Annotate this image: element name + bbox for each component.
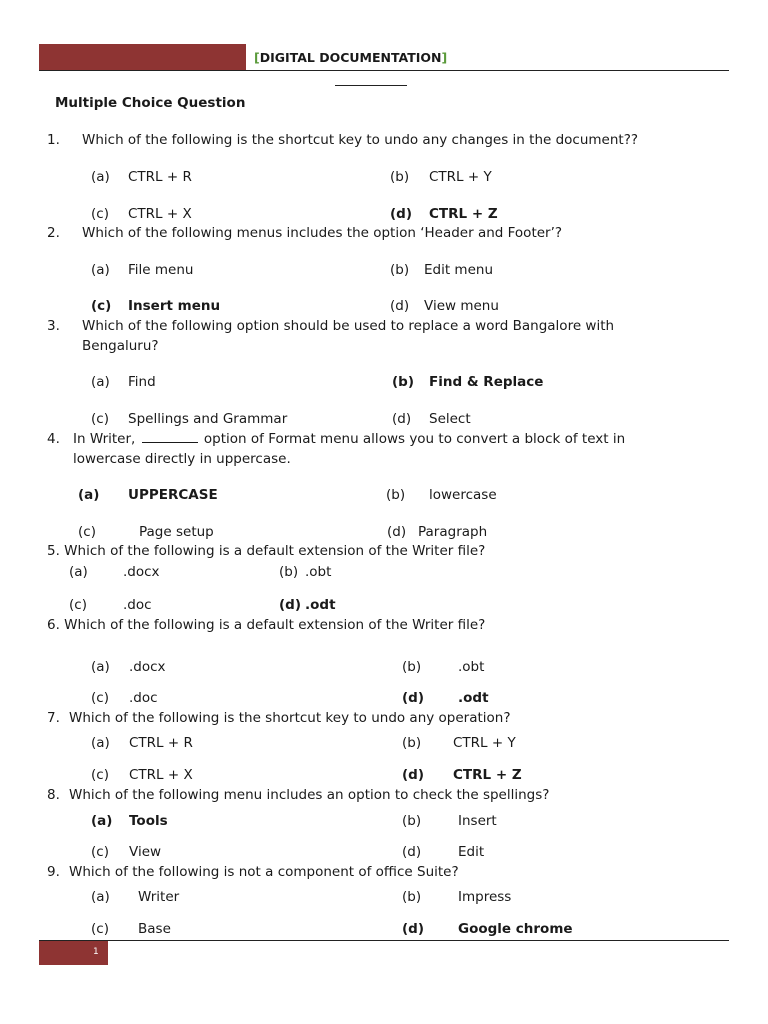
q4-number: 4.: [47, 431, 60, 447]
q2-b-option: Edit menu: [424, 262, 494, 278]
q5-b-label: (b): [279, 564, 299, 580]
q1-d-option-answer: CTRL + Z: [429, 206, 498, 222]
q4-c-label: (c): [78, 524, 96, 540]
q2-a-label: (a): [91, 262, 110, 278]
q4-a-label: (a): [78, 487, 100, 503]
q9-a-label: (a): [91, 889, 110, 905]
q8-a-label: (a): [91, 813, 113, 829]
q3-b-option-answer: Find & Replace: [429, 374, 544, 390]
q6-d-label: (d): [402, 690, 425, 706]
q3-text-line2: Bengaluru?: [82, 338, 159, 354]
q3-c-option: Spellings and Grammar: [128, 411, 288, 427]
q7-b-option: CTRL + Y: [453, 735, 516, 751]
q2-c-label: (c): [91, 298, 112, 314]
q9-text: Which of the following is not a component of office Suite?: [69, 864, 459, 880]
q8-c-option: View: [129, 844, 162, 860]
q5-b-option: .obt: [305, 564, 332, 580]
q3-a-label: (a): [91, 374, 110, 390]
q4-c-option: Page setup: [139, 524, 214, 540]
q9-c-option: Base: [138, 921, 171, 937]
q9-a-option: Writer: [138, 889, 180, 905]
header-underline: [335, 85, 407, 86]
q3-d-label: (d): [392, 411, 412, 427]
q3-number: 3.: [47, 318, 60, 334]
section-title: Multiple Choice Question: [55, 95, 246, 111]
q8-number: 8.: [47, 787, 60, 803]
q3-d-option: Select: [429, 411, 471, 427]
page-number: 1: [93, 947, 99, 957]
q2-text: Which of the following menus includes the option ‘Header and Footer’?: [82, 225, 563, 241]
q8-b-option: Insert: [458, 813, 497, 829]
q4-fill-blank: [142, 430, 198, 443]
q1-number: 1.: [47, 132, 60, 148]
q4-d-label: (d): [387, 524, 407, 540]
q1-text: Which of the following is the shortcut key to undo any changes in the document??: [82, 132, 639, 148]
q7-d-label: (d): [402, 767, 425, 783]
q9-number: 9.: [47, 864, 60, 880]
q1-c-label: (c): [91, 206, 109, 222]
q6-a-option: .docx: [129, 659, 166, 675]
q8-c-label: (c): [91, 844, 109, 860]
bracket-close: ]: [441, 50, 448, 65]
q1-b-label: (b): [390, 169, 410, 185]
q1-d-label: (d): [390, 206, 413, 222]
q2-d-option: View menu: [424, 298, 499, 314]
q8-text: Which of the following menu includes an option to check the spellings?: [69, 787, 550, 803]
q9-b-label: (b): [402, 889, 422, 905]
q2-c-option-answer: Insert menu: [128, 298, 221, 314]
q2-a-option: File menu: [128, 262, 194, 278]
q7-a-option: CTRL + R: [129, 735, 193, 751]
header-accent-bar: [39, 44, 246, 71]
q4-d-option: Paragraph: [418, 524, 488, 540]
q4-text-line2: lowercase directly in uppercase.: [73, 451, 291, 467]
footer-rule: [39, 940, 729, 941]
q1-b-option: CTRL + Y: [429, 169, 492, 185]
q2-b-label: (b): [390, 262, 410, 278]
q9-d-label: (d): [402, 921, 425, 937]
q4-text-line1: [73, 430, 625, 448]
q5-d-label: (d): [279, 597, 302, 613]
q7-c-label: (c): [91, 767, 109, 783]
q8-d-label: (d): [402, 844, 422, 860]
q6-b-option: .obt: [458, 659, 485, 675]
document-header-title: [254, 50, 447, 65]
q5-a-label: (a): [69, 564, 88, 580]
q7-number: 7.: [47, 710, 60, 726]
header-rule: [39, 70, 729, 71]
q3-text-line1: Which of the following option should be used to replace a word Bangalore with: [82, 318, 615, 334]
q6-d-option-answer: .odt: [458, 690, 489, 706]
q5-d-option-answer: .odt: [305, 597, 336, 613]
q7-c-option: CTRL + X: [129, 767, 193, 783]
q9-c-label: (c): [91, 921, 109, 937]
q6-c-option: .doc: [129, 690, 158, 706]
q3-b-label: (b): [392, 374, 415, 390]
q7-a-label: (a): [91, 735, 110, 751]
q5-a-option: .docx: [123, 564, 160, 580]
q2-number: 2.: [47, 225, 60, 241]
q1-a-option: CTRL + R: [128, 169, 192, 185]
q9-d-option-answer: Google chrome: [458, 921, 573, 937]
q6-b-label: (b): [402, 659, 422, 675]
q5-c-option: .doc: [123, 597, 152, 613]
q4-text-post: option of Format menu allows you to convert a block of text in: [203, 431, 626, 447]
q5-text: 5. Which of the following is a default extension of the Writer file?: [47, 543, 486, 559]
q6-text: 6. Which of the following is a default extension of the Writer file?: [47, 617, 486, 633]
q4-a-option-answer: UPPERCASE: [128, 487, 218, 503]
q8-a-option-answer: Tools: [129, 813, 168, 829]
q4-b-option: lowercase: [429, 487, 497, 503]
q4-text-pre: In Writer,: [73, 431, 136, 447]
q3-c-label: (c): [91, 411, 109, 427]
q8-d-option: Edit: [458, 844, 485, 860]
q7-d-option-answer: CTRL + Z: [453, 767, 522, 783]
q7-b-label: (b): [402, 735, 422, 751]
q4-b-label: (b): [386, 487, 406, 503]
q6-c-label: (c): [91, 690, 109, 706]
q1-a-label: (a): [91, 169, 110, 185]
q2-d-label: (d): [390, 298, 410, 314]
q9-b-option: Impress: [458, 889, 512, 905]
header-title-text: DIGITAL DOCUMENTATION: [259, 50, 442, 65]
q8-b-label: (b): [402, 813, 422, 829]
q6-a-label: (a): [91, 659, 110, 675]
bracket-open: [: [254, 50, 260, 65]
q3-a-option: Find: [128, 374, 156, 390]
q1-c-option: CTRL + X: [128, 206, 192, 222]
q5-c-label: (c): [69, 597, 87, 613]
q7-text: Which of the following is the shortcut key to undo any operation?: [69, 710, 511, 726]
